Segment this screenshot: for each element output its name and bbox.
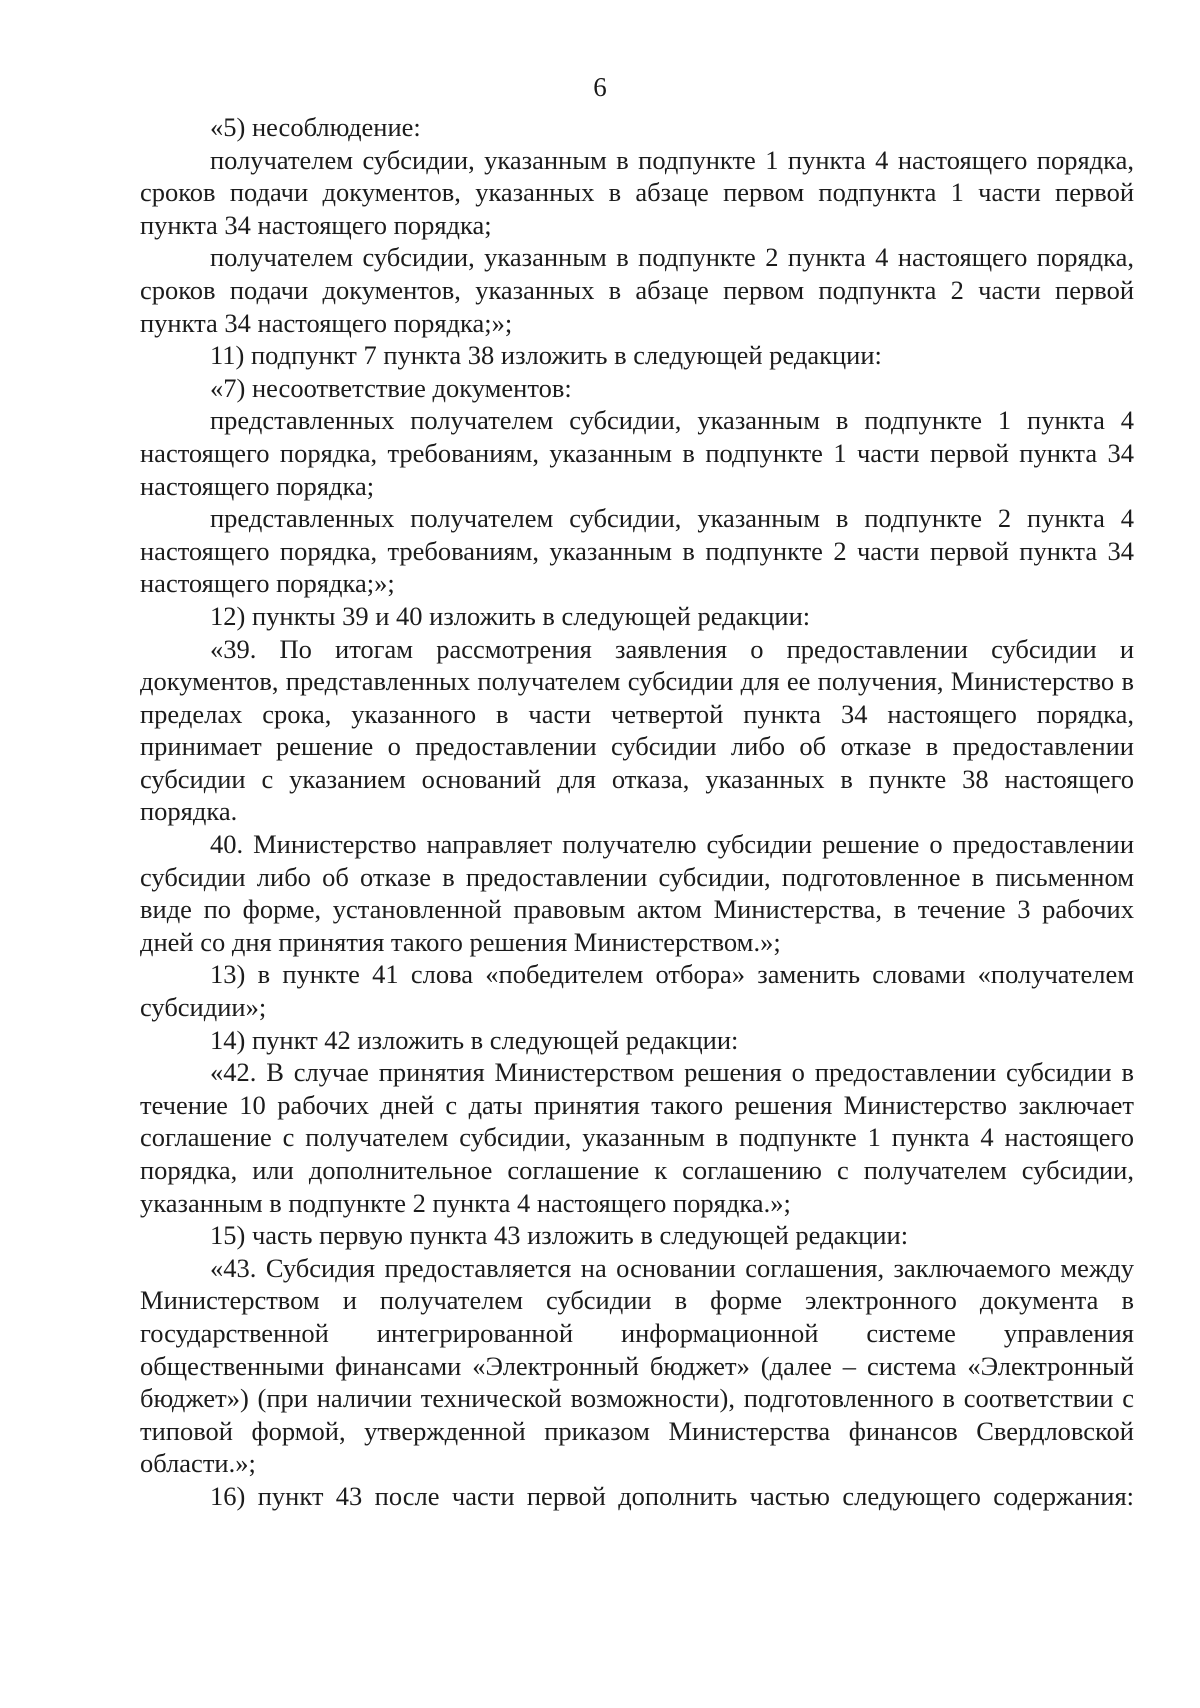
paragraph-amendment-14: 14) пункт 42 изложить в следующей редакции: [210,1024,739,1055]
document-body [140,111,1134,1513]
paragraph-point-40: 40. Министерство направляет получателю субсидии решение о предоставлении субсидии либо об отказе в предоставлении субсидии, подготовленное в письменном виде по форме, установленной правовым актом Министерства, в течение 3 рабочих дней со дня принятия такого решения Министерством.»; [140,829,1134,957]
paragraph-clause-7-item-2: представленных получателем субсидии, указанным в подпункте 2 пункта 4 настоящего порядка, требованиям, указанным в подпункте 2 части первой пункта 34 настоящего порядка;»; [140,503,1134,599]
paragraph-clause-5-heading: «5) несоблюдение: [210,112,421,142]
paragraph-amendment-13: 13) в пункте 41 слова «победителем отбора» заменить словами «получателем субсидии»; [140,959,1134,1023]
paragraph-amendment-15: 15) часть первую пункта 43 изложить в следующей редакции: [210,1220,909,1251]
paragraph-clause-5-item-1: получателем субсидии, указанным в подпункте 1 пункта 4 настоящего порядка, сроков подачи документов, указанных в абзаце первом подпункта 1 части первой пункта 34 настоящего порядка; [140,144,1134,240]
paragraph-point-42: «42. В случае принятия Министерством решения о предоставлении субсидии в течение 10 рабочих дней с даты принятия такого решения Министерство заключает соглашение с получателем субсидии, указанным в подпункте 1 пункта 4 настоящего порядка, или дополнительное соглашение к соглашению с получателем субсидии, указанным в подпункте 2 пункта 4 настоящего порядка.»; [140,1057,1134,1218]
paragraph-clause-7-item-1: представленных получателем субсидии, указанным в подпункте 1 пункта 4 настоящего порядка, требованиям, указанным в подпункте 1 части первой пункта 34 настоящего порядка; [140,405,1134,501]
paragraph-clause-7-heading: «7) несоответствие документов: [210,372,572,403]
paragraph-point-43: «43. Субсидия предоставляется на основании соглашения, заключаемого между Министерством и получателем субсидии в форме электронного документа в государственной интегрированной информационной системе управления общественными финансами «Электронный бюджет» (далее – система «Электронный бюджет») (при наличии технической возможности), подготовленного в соответствии с типовой формой, утвержденной приказом Министерства финансов Свердловской области.»; [140,1252,1134,1479]
paragraph-amendment-11: 11) подпункт 7 пункта 38 изложить в следующей редакции: [210,340,882,371]
page-number: 6 [593,72,607,102]
paragraph-point-39: «39. По итогам рассмотрения заявления о предоставлении субсидии и документов, представленных получателем субсидии для ее получения, Министерство в пределах срока, указанного в части четвертой пункта 34 настоящего порядка, принимает решение о предоставлении субсидии либо об отказе в предоставлении субсидии с указанием оснований для отказа, указанных в пункте 38 настоящего порядка. [140,633,1134,827]
paragraph-clause-5-item-2: получателем субсидии, указанным в подпункте 2 пункта 4 настоящего порядка, сроков подачи документов, указанных в абзаце первом подпункта 2 части первой пункта 34 настоящего порядка;»; [140,242,1134,338]
paragraph-amendment-12: 12) пункты 39 и 40 изложить в следующей редакции: [210,600,811,631]
paragraph-amendment-16: 16) пункт 43 после части первой дополнить частью следующего содержания: [210,1480,1134,1511]
